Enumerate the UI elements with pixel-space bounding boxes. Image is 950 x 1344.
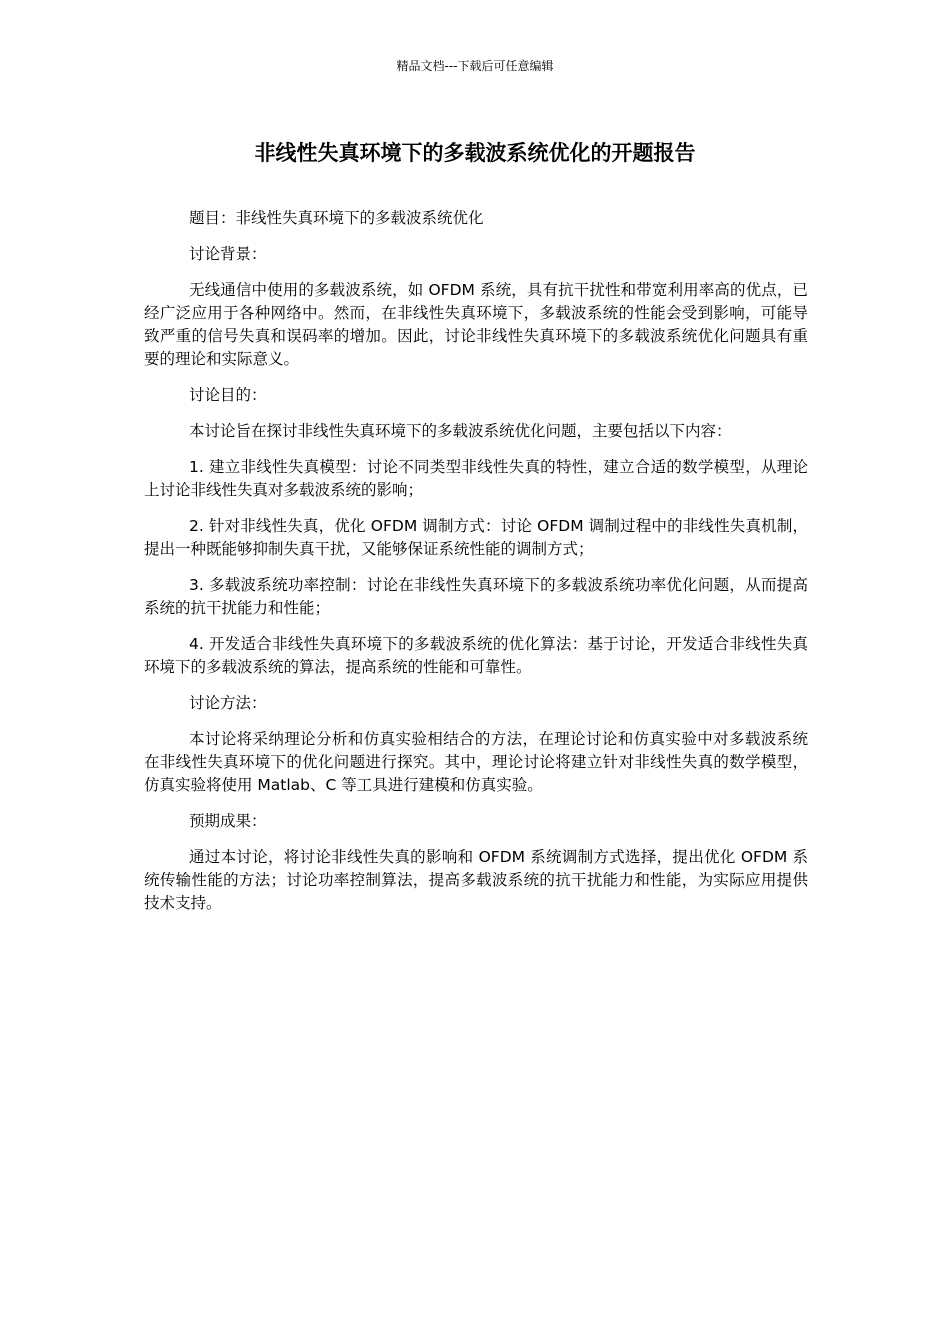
header-note: 精品文档---下载后可任意编辑	[396, 59, 554, 73]
section-heading-outcome: 预期成果：	[189, 812, 267, 830]
section-heading-purpose: 讨论目的：	[189, 386, 267, 404]
section-heading-background: 讨论背景：	[189, 245, 267, 263]
document-body	[144, 207, 808, 928]
method-paragraph: 本讨论将采纳理论分析和仿真实验相结合的方法，在理论讨论和仿真实验中对多载波系统在非线性失真环境下的优化问题进行探究。其中，理论讨论将建立针对非线性失真的数学模型，仿真实验将使用 Matlab、C 等工具进行建模和仿真实验。	[144, 730, 808, 794]
purpose-item-4: 4. 开发适合非线性失真环境下的多载波系统的优化算法：基于讨论，开发适合非线性失真环境下的多载波系统的算法，提高系统的性能和可靠性。	[144, 635, 808, 676]
topic-line: 题目：非线性失真环境下的多载波系统优化	[189, 209, 484, 227]
background-paragraph: 无线通信中使用的多载波系统，如 OFDM 系统，具有抗干扰性和带宽利用率高的优点，已经广泛应用于各种网络中。然而，在非线性失真环境下，多载波系统的性能会受到影响，可能导致严重的信号失真和误码率的增加。因此，讨论非线性失真环境下的多载波系统优化问题具有重要的理论和实际意义。	[144, 281, 808, 368]
purpose-item-1: 1. 建立非线性失真模型：讨论不同类型非线性失真的特性，建立合适的数学模型，从理论上讨论非线性失真对多载波系统的影响；	[144, 458, 808, 499]
purpose-item-3: 3. 多载波系统功率控制：讨论在非线性失真环境下的多载波系统功率优化问题，从而提高系统的抗干扰能力和性能；	[144, 576, 808, 617]
purpose-intro-paragraph: 本讨论旨在探讨非线性失真环境下的多载波系统优化问题，主要包括以下内容：	[189, 422, 732, 440]
purpose-item-2: 2. 针对非线性失真，优化 OFDM 调制方式：讨论 OFDM 调制过程中的非线性失真机制，提出一种既能够抑制失真干扰，又能够保证系统性能的调制方式；	[144, 517, 808, 558]
outcome-paragraph: 通过本讨论，将讨论非线性失真的影响和 OFDM 系统调制方式选择，提出优化 OFDM 系统传输性能的方法；讨论功率控制算法，提高多载波系统的抗干扰能力和性能，为实际应用提供技术支持。	[144, 848, 808, 912]
document-title: 非线性失真环境下的多载波系统优化的开题报告	[254, 141, 696, 165]
section-heading-method: 讨论方法：	[189, 694, 267, 712]
